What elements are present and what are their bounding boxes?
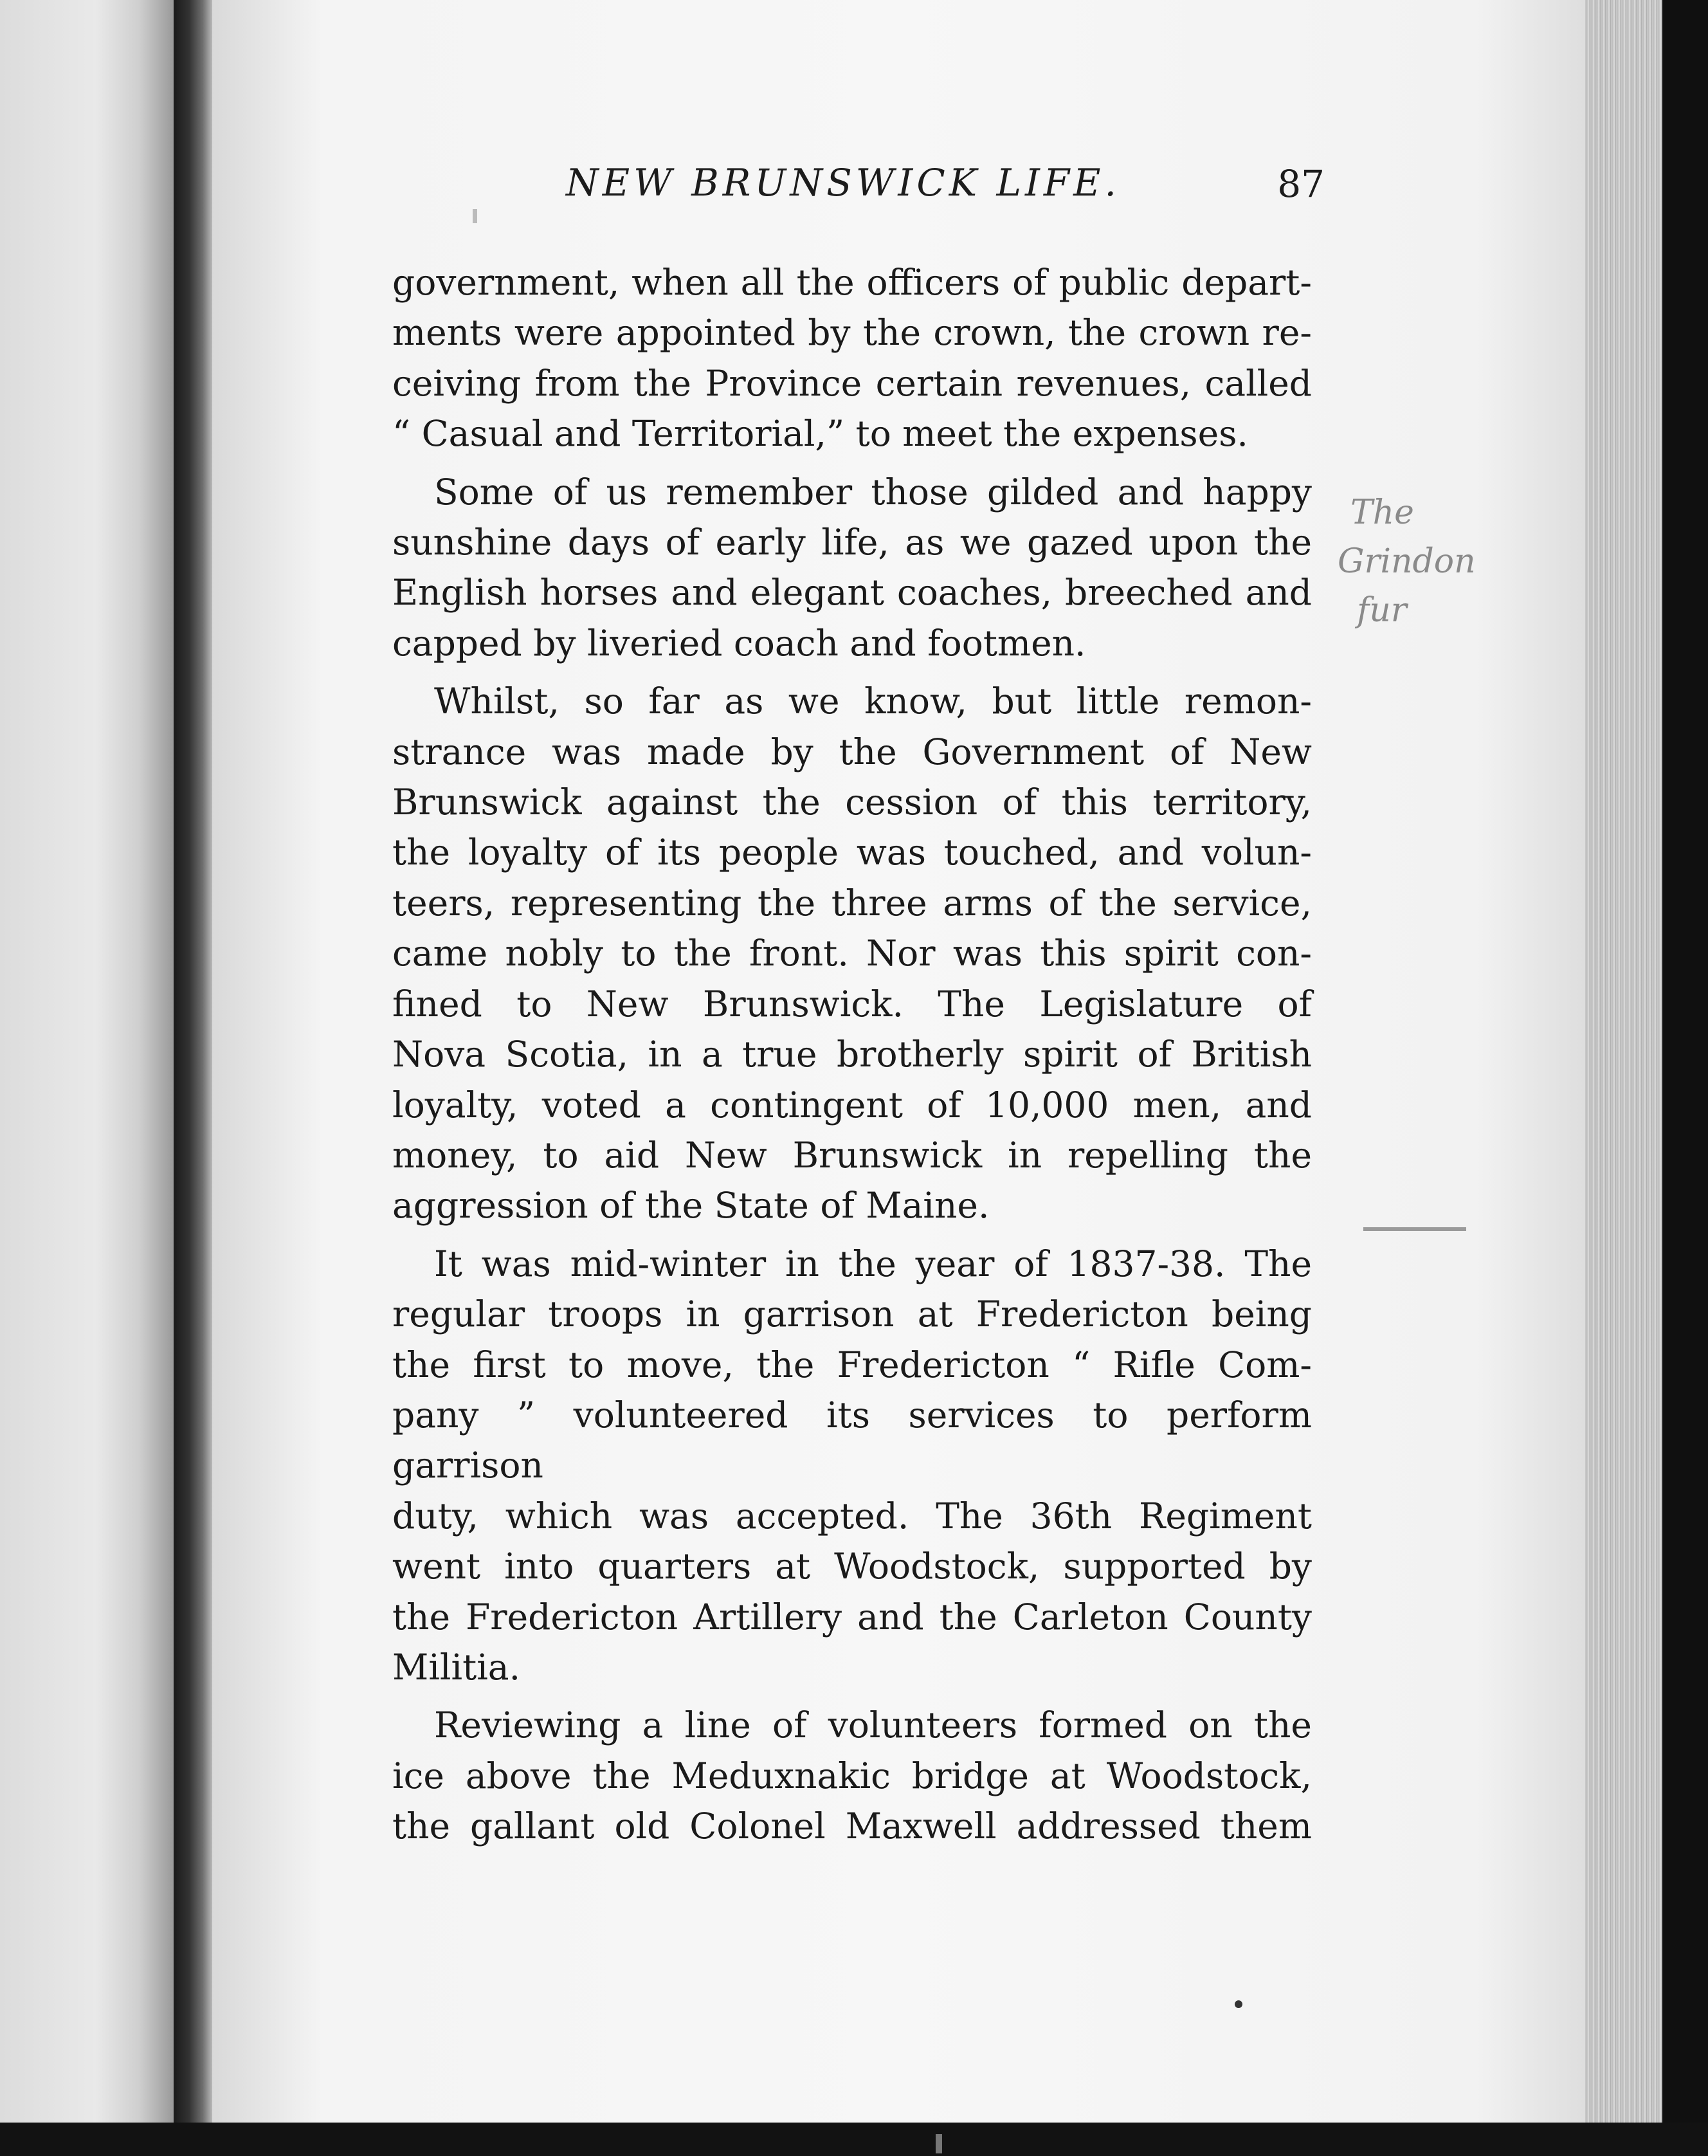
text-line: the loyalty of its people was touched, and volun- bbox=[392, 832, 1312, 873]
scan-background-right bbox=[1662, 0, 1708, 2156]
text-line: Reviewing a line of volunteers formed on the bbox=[434, 1704, 1312, 1746]
scan-background-bottom bbox=[0, 2123, 1708, 2156]
margin-note-line: The bbox=[1350, 493, 1414, 532]
text-line: pany ” volunteered its services to perform garrison bbox=[392, 1394, 1312, 1486]
text-line: ments were appointed by the crown, the crown re- bbox=[392, 312, 1312, 354]
text-line: Militia. bbox=[392, 1646, 521, 1688]
text-line: regular troops in garrison at Fredericton being bbox=[392, 1293, 1312, 1335]
paragraph bbox=[392, 1700, 1312, 1851]
margin-note-line: fur bbox=[1357, 591, 1407, 630]
text-line: Some of us remember those gilded and happy bbox=[434, 471, 1312, 513]
text-line: sunshine days of early life, as we gazed upon the bbox=[392, 522, 1312, 563]
text-line: It was mid-winter in the year of 1837-38. The bbox=[434, 1243, 1312, 1284]
text-line: went into quarters at Woodstock, supported by bbox=[392, 1546, 1312, 1587]
text-line: fined to New Brunswick. The Legislature of bbox=[392, 983, 1312, 1025]
text-line: government, when all the officers of public depart- bbox=[392, 262, 1312, 303]
text-line: English horses and elegant coaches, breeched and bbox=[392, 572, 1312, 614]
body-text bbox=[392, 257, 1312, 1852]
text-line: Whilst, so far as we know, but little remon- bbox=[434, 681, 1312, 722]
text-line: loyalty, voted a contingent of 10,000 men, and bbox=[392, 1084, 1312, 1126]
book-gutter bbox=[174, 0, 212, 2156]
text-line: the Fredericton Artillery and the Carleton County bbox=[392, 1596, 1312, 1638]
text-line: aggression of the State of Maine. bbox=[392, 1185, 990, 1227]
text-line: ice above the Meduxnakic bridge at Woodstock, bbox=[392, 1755, 1312, 1796]
text-line: ceiving from the Province certain revenues, called bbox=[392, 362, 1312, 404]
margin-note-line: Grindon bbox=[1338, 542, 1476, 581]
page-stack-edge bbox=[1585, 0, 1662, 2156]
paragraph bbox=[392, 1239, 1312, 1693]
text-line: the first to move, the Fredericton “ Rifle Com- bbox=[392, 1344, 1312, 1385]
text-line: duty, which was accepted. The 36th Regiment bbox=[392, 1495, 1312, 1537]
text-line: Nova Scotia, in a true brotherly spirit of British bbox=[392, 1034, 1312, 1075]
ink-dot bbox=[1235, 2000, 1242, 2008]
text-line: Brunswick against the cession of this territory, bbox=[392, 781, 1312, 823]
paragraph bbox=[392, 467, 1312, 669]
page-number: 87 bbox=[1277, 162, 1325, 206]
text-line: money, to aid New Brunswick in repelling the bbox=[392, 1134, 1312, 1176]
text-line: strance was made by the Government of New bbox=[392, 731, 1312, 772]
bottom-edge-mark bbox=[936, 2134, 942, 2153]
running-head bbox=[566, 154, 1325, 225]
handwritten-margin-note bbox=[1338, 489, 1569, 656]
text-line: “ Casual and Territorial,” to meet the expenses. bbox=[392, 413, 1248, 455]
speck-mark bbox=[473, 209, 477, 223]
text-line: came nobly to the front. Nor was this spirit con- bbox=[392, 933, 1312, 974]
margin-dash-mark bbox=[1363, 1227, 1466, 1231]
text-line: teers, representing the three arms of the service, bbox=[392, 882, 1312, 924]
paragraph bbox=[392, 676, 1312, 1230]
paragraph bbox=[392, 257, 1312, 459]
text-line: capped by liveried coach and footmen. bbox=[392, 622, 1086, 664]
text-line: the gallant old Colonel Maxwell addressed them bbox=[392, 1805, 1312, 1847]
facing-page-edge bbox=[0, 0, 174, 2156]
running-head-title: NEW BRUNSWICK LIFE. bbox=[566, 161, 1120, 205]
